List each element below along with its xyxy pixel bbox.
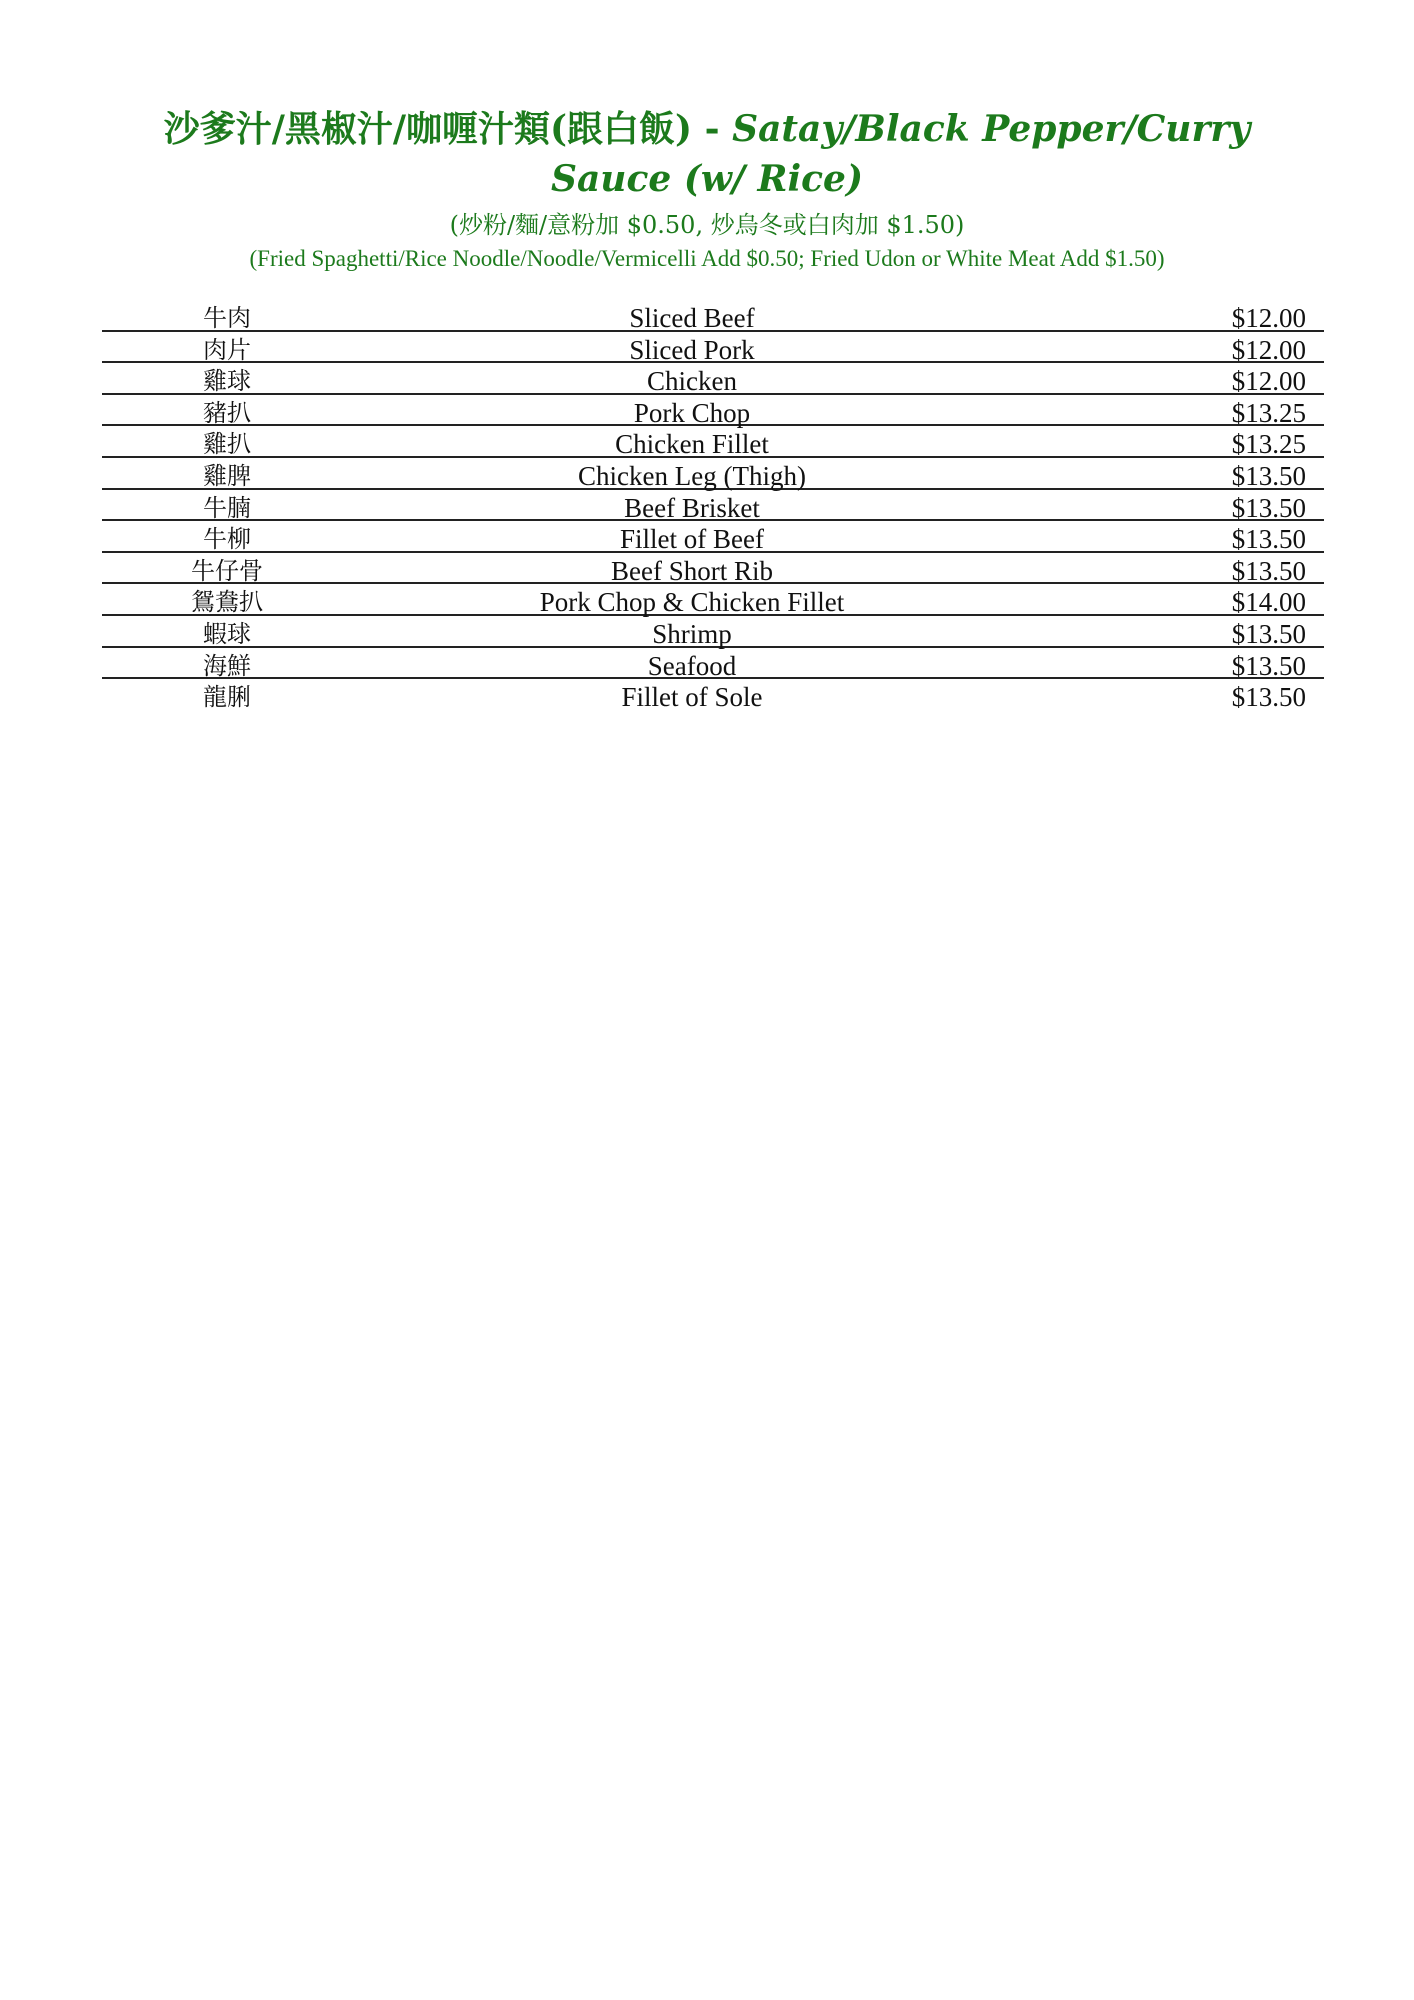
section-title-en: Satay/Black Pepper/Curry Sauce (w/ Rice) [550,108,1251,200]
item-price: $13.50 [1231,650,1306,681]
item-price: $13.25 [1231,429,1306,460]
item-name-en: Beef Short Rib [611,555,773,586]
menu-table [102,300,1324,713]
menu-row [102,553,1324,585]
item-name-zh: 牛腩 [203,493,251,522]
item-price: $12.00 [1231,366,1306,397]
menu-header [0,104,1414,276]
menu-row [102,426,1324,458]
menu-row [102,679,1324,713]
item-name-zh: 雞脾 [203,461,251,490]
item-price: $13.50 [1231,555,1306,586]
item-name-zh: 鴛鴦扒 [191,588,263,617]
item-name-zh: 肉片 [203,335,251,364]
item-name-zh: 蝦球 [203,619,251,648]
item-price: $13.50 [1231,524,1306,555]
menu-row [102,490,1324,522]
menu-row [102,616,1324,648]
item-price: $13.50 [1231,492,1306,523]
addon-note-zh: (炒粉/麵/意粉加 $0.50, 炒烏冬或白肉加 $1.50) [449,211,965,239]
item-name-en: Chicken Leg (Thigh) [578,460,806,491]
menu-row [102,521,1324,553]
menu-row [102,363,1324,395]
item-name-zh: 牛柳 [203,525,251,554]
item-price: $13.25 [1231,397,1306,428]
section-title-separator: - [692,108,733,150]
item-name-en: Fillet of Sole [621,682,763,713]
item-price: $12.00 [1231,303,1306,333]
item-price: $13.50 [1231,682,1306,713]
item-price: $13.50 [1231,618,1306,649]
section-title-zh: 沙爹汁/黑椒汁/咖喱汁類(跟白飯) [163,108,693,150]
item-name-en: Fillet of Beef [620,524,764,555]
item-name-zh: 雞球 [203,367,251,396]
item-name-en: Beef Brisket [624,492,760,523]
item-name-en: Chicken Fillet [615,429,769,460]
addon-note-en: (Fried Spaghetti/Rice Noodle/Noodle/Vermicelli Add $0.50; Fried Udon or White Meat Add $1.50) [249,246,1165,271]
item-name-zh: 雞扒 [203,430,251,459]
menu-row [102,332,1324,364]
item-name-en: Shrimp [652,618,732,649]
item-name-zh: 海鮮 [203,651,251,680]
item-price: $13.50 [1231,460,1306,491]
item-name-en: Pork Chop [633,397,751,428]
menu-row [102,648,1324,680]
item-name-en: Sliced Beef [629,303,755,333]
menu-row [102,395,1324,427]
item-name-en: Pork Chop & Chicken Fillet [539,587,845,618]
menu-row [102,584,1324,616]
item-name-en: Chicken [647,366,737,397]
menu-row [102,458,1324,490]
item-name-en: Seafood [647,650,737,681]
item-name-zh: 牛肉 [203,304,251,332]
item-name-zh: 龍脷 [203,683,251,712]
section-title [127,104,1287,204]
item-name-zh: 牛仔骨 [191,556,263,585]
item-name-en: Sliced Pork [629,334,755,365]
menu-row [102,300,1324,332]
item-name-zh: 豬扒 [203,398,251,427]
item-price: $12.00 [1231,334,1306,365]
item-price: $14.00 [1231,587,1306,618]
